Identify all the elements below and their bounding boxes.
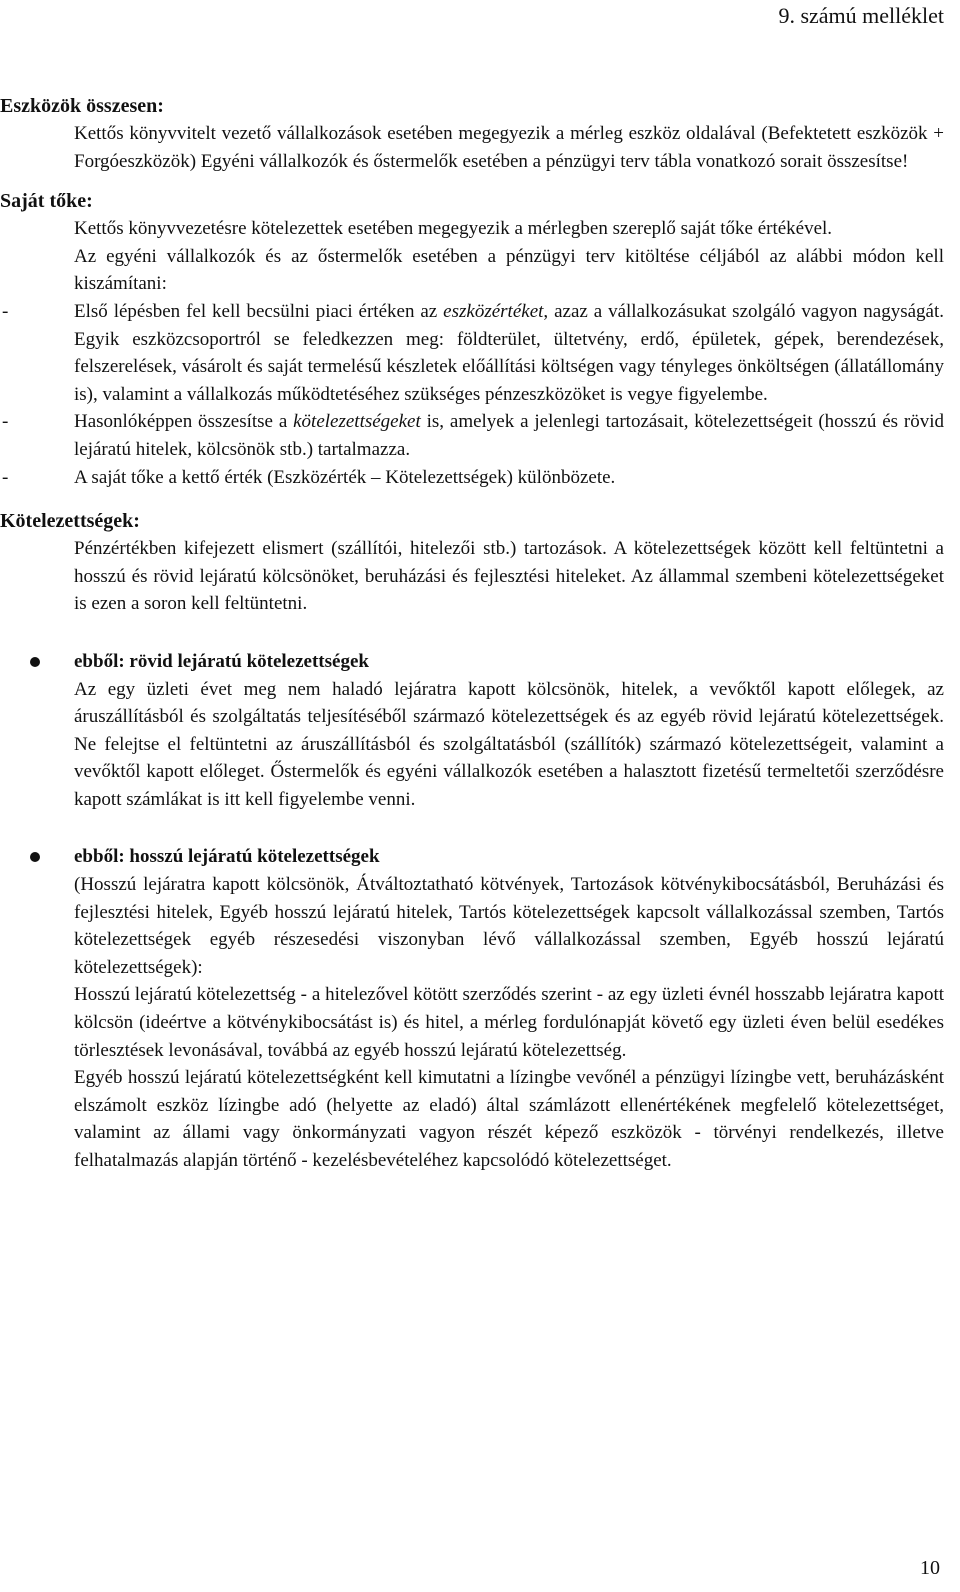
assets-paragraph: Kettős könyvvitelt vezető vállalkozások esetében megegyezik a mérleg eszköz oldalával (Befektetett eszközök + Forgóeszközök) Egyéni vállalkozók és őstermelők esetében a pénzügyi terv tábla vonatkozó sorait összesítse!	[74, 123, 944, 172]
section-heading-assets: Eszközök összesen:	[0, 95, 164, 117]
long-term-description-3: Egyéb hosszú lejáratú kötelezettségként kell kimutatni a lízingbe vevőnél a pénzügyi lízingbe vett, beruházásként elszámolt eszköz lízingbe adó (helyette az eladó) által számlázott ellenértékének megfelelő kötelezettséget, valamint az állami vagy önkormányzati vagyon részét képező eszközök - törvényi rendelkezés, illetve felhatalmazás alapján történő - kezelésbevételéhez kapcsolódó kötelezettséget.	[74, 1067, 944, 1171]
bullet-short-term-liabilities	[0, 648, 944, 814]
dash-marker: -	[2, 466, 9, 488]
long-term-description-1: (Hosszú lejáratra kapott kölcsönök, Átváltoztatható kötvények, Tartozások kötvénykibocsátásból, Beruházási és fejlesztési hitelek, Egyéb hosszú lejáratú hitelek, Tartós kötelezettségek kapcsolt vállalkozással szemben, Tartós kötelezettségek egyéb részesedési viszonyban lévő vállalkozással szemben, Egyéb hosszú lejáratú kötelezettségek):	[74, 874, 944, 978]
emphasis-liabilities: kötelezettségeket	[293, 411, 421, 433]
section-heading-equity: Saját tőke:	[0, 190, 93, 213]
bullet-title-long-term: ebből: hosszú lejáratú kötelezettségek	[74, 846, 380, 868]
document-body	[0, 92, 944, 1175]
liabilities-paragraph: Pénzértékben kifejezett elismert (szállítói, hitelezői stb.) tartozások. A kötelezettségek között kell feltüntetni a hosszú és rövid lejáratú kölcsönöket, beruházási és fejlesztési hiteleket. Az állammal szembeni kötelezettségeket is ezen a soron kell feltüntetni.	[74, 538, 944, 615]
emphasis-asset-value: eszközértéket	[443, 300, 544, 322]
equity-list-item-1: - Első lépésben fel kell becsülni piaci értéken az eszközértéket, azaz a vállalkozásukat szolgáló vagyon nagyságát. Egyik eszközcsoportról se feledkezzen meg: földterület, ültetvény, erdő, épületek, gépek, berendezések, felszerelések, vásárolt és saját termelésű készletek előállítási költségen vagy tényleges önköltségen (állatállomány is), valamint a vállalkozás működtetéséhez szükséges pénzeszközöket is vegye figyelembe.	[0, 298, 944, 408]
section-liabilities	[0, 507, 944, 618]
long-term-description-2: Hosszú lejáratú kötelezettség - a hitelezővel kötött szerződés szerint - az egy üzleti évnél hosszabb lejáratra kapott kölcsön (ideértve a kötvénykibocsátást is) és hitel, a mérleg fordulónapját követő egy üzleti éven belül esedékes törlesztések levonásával, továbbá az egyéb hosszú lejáratú kötelezettség.	[74, 984, 944, 1061]
dash-marker: -	[2, 300, 9, 322]
section-equity	[0, 187, 944, 491]
annex-label: 9. számú melléklet	[778, 3, 944, 28]
equity-paragraph-2: Az egyéni vállalkozók és az őstermelők esetében a pénzügyi terv kitöltése céljából az alábbi módon kell kiszámítani:	[74, 245, 944, 295]
bullet-long-term-liabilities	[0, 843, 944, 1174]
bullet-title-short-term: ebből: rövid lejáratú kötelezettségek	[74, 650, 369, 672]
section-heading-liabilities: Kötelezettségek:	[0, 510, 140, 533]
bullet-icon	[30, 852, 40, 862]
bullet-icon	[30, 657, 40, 667]
dash-marker: -	[2, 411, 9, 433]
short-term-description: Az egy üzleti évet meg nem haladó lejáratra kapott kölcsönök, hitelek, a vevőktől kapott előlegek, az áruszállításból és szolgáltatás teljesítéséből származó kötelezettségek és az egyéb rövid lejáratú kötelezettségek. Ne felejtse el feltüntetni az áruszállításból és szolgáltatásból (szállítók) származó kötelezettségeit, valamint a vevőktől kapott előleget. Őstermelők és egyéni vállalkozók esetében a halasztott fizetésű termeltetői szerződésre kapott számlákat is itt kell figyelembe venni.	[74, 678, 944, 810]
equity-list-item-2: - Hasonlóképpen összesítse a kötelezettségeket is, amelyek a jelenlegi tartozásait, kötelezettségeit (hosszú és rövid lejáratú hitelek, kölcsönök stb.) tartalmazza.	[0, 408, 944, 463]
section-assets	[0, 92, 944, 175]
equity-list-item-3: - A saját tőke a kettő érték (Eszközérték – Kötelezettségek) különbözete.	[0, 464, 944, 492]
page-number: 10	[920, 1557, 940, 1579]
equity-paragraph-1: Kettős könyvvezetésre kötelezettek esetében megegyezik a mérlegben szereplő saját tőke értékével.	[74, 218, 833, 240]
